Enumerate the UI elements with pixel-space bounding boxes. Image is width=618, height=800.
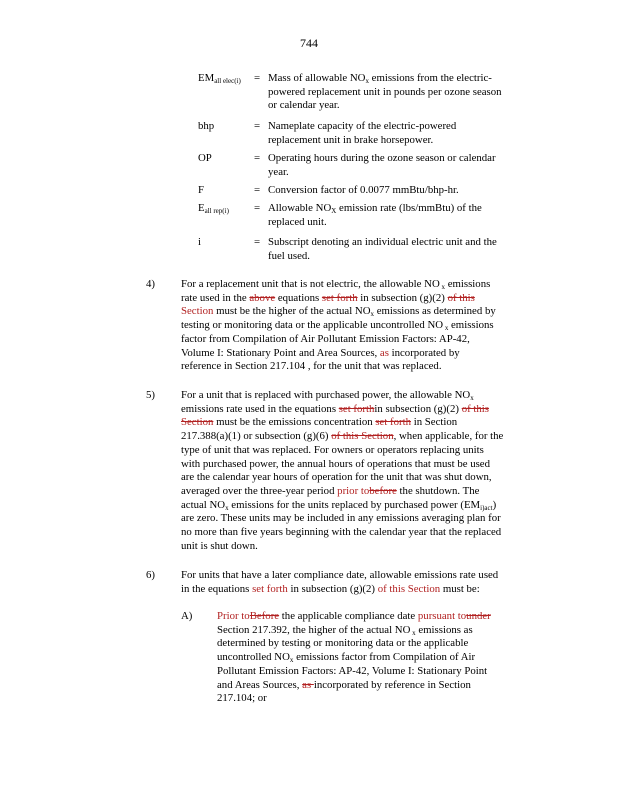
paragraph-a: Prior toBefore the applicable compliance date pursuant tounder Section 217.392, the higher of the actual NO $_x$ emissions as determined by testing or monitoring data or the applicable uncontrolled $NO_x$ emissions factor from Compilation of Air Pollutant Emission Factors: AP-42, Volume I: Stationary Point and Areas Sources, as incorporated by reference in Section 217.104; or [217, 610, 491, 705]
paragraph-5: For a unit that is replaced with purchased power, the allowable $NO_x$ emissions rate used in the equations set forthin subsection (g)(2) of this Section must be the emissions concentration set forth in Section 217.388(a)(1) or subsection (g)(6) of this Section, when applicable, for the type of unit that was replaced. For owners or operators replacing units with purchased power, the annual hours of operations that must be used are the calendar year hours of operation for the unit that was shut down, averaged over the three-year period prior tobefore the shutdown. The actual $NO_x$ emissions for the units replaced by purchased power $(EM_{i)act})$ are zero. These units may be included in any emissions averaging plan for no more than five years beginning with the calendar year that the replaced unit is shut down. [181, 389, 504, 552]
paragraph-4: For a replacement unit that is not electric, the allowable NO $_x$ emissions rate used in the above equations set forth in subsection (g)(2) of this Section must be the higher of the actual $NO_x$ emissions as determined by testing or monitoring data or the applicable uncontrolled NO $_x$ emissions factor from Compilation of Air Pollutant Emission Factors: AP-42, Volume I: Stationary Point and Area Sources, as incorporated by reference in Section 217.104 , for the unit that was replaced. [181, 278, 496, 373]
page-number: 744 [300, 36, 318, 50]
paragraph-4-number: 4) [146, 278, 155, 290]
paragraph-6-number: 6) [146, 569, 155, 581]
paragraph-5-number: 5) [146, 389, 155, 401]
paragraph-6: For units that have a later compliance date, allowable emissions rate used in the equations set forth in subsection (g)(2) of this Section must be: [181, 569, 499, 595]
paragraph-a-number: A) [181, 610, 193, 622]
